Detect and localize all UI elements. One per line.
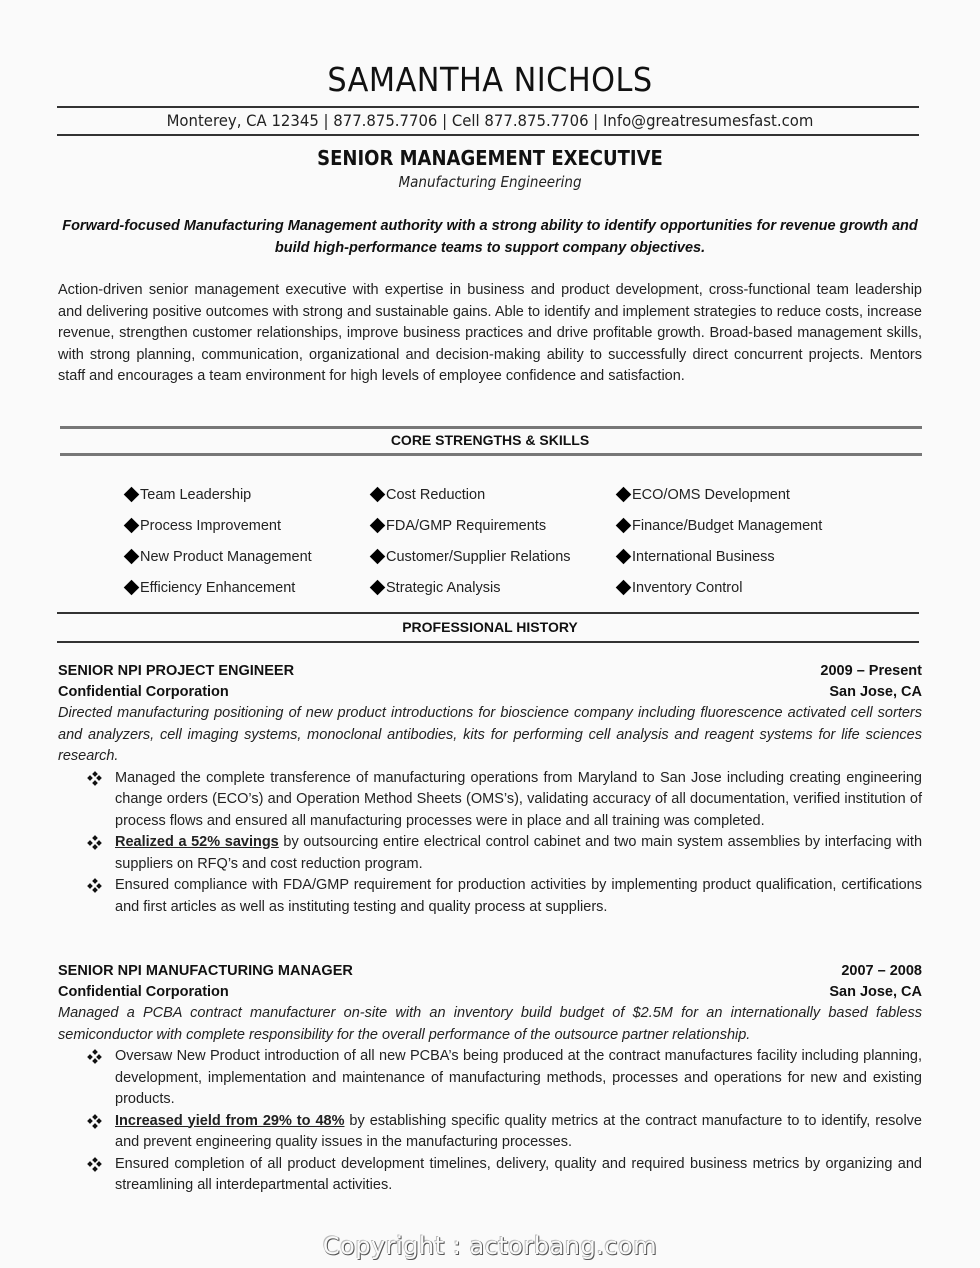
achievement-item — [58, 1154, 922, 1197]
achievement-text: by establishing specific quality metrics at the contract manufacture to to identify, resolve and prevent engineering quality issues in the manufacturing processes. — [115, 1112, 922, 1150]
skill-item: Customer/Supplier Relations — [369, 541, 571, 572]
skill-item: Finance/Budget Management — [615, 510, 822, 541]
diamond-bullet-icon — [616, 580, 632, 596]
skill-item: Team Leadership — [123, 479, 312, 510]
history-section-title: PROFESSIONAL HISTORY — [402, 619, 578, 635]
achievement-item — [58, 832, 922, 875]
diamond-bullet-icon — [616, 518, 632, 534]
job-description: Managed a PCBA contract manufacturer on-site with an inventory build budget of $2.5M for an internationally based fabless semiconductor with complete responsibility for the overall performance of the outsource partner relationship. — [58, 1005, 922, 1043]
job-dates: 2007 – 2008 — [841, 963, 922, 979]
diamond-bullet-icon — [370, 580, 386, 596]
job-title: SENIOR NPI MANUFACTURING MANAGER — [58, 963, 353, 979]
job-location: San Jose, CA — [829, 984, 922, 1000]
professional-subheadline: Manufacturing Engineering — [398, 173, 582, 191]
job-title-row — [58, 961, 922, 982]
contact-info: Monterey, CA 12345 | 877.875.7706 | Cell 877.875.7706 | Info@greatresumesfast.com — [166, 111, 814, 130]
skill-item: FDA/GMP Requirements — [369, 510, 571, 541]
history-top-rule — [57, 612, 919, 614]
skills-column-2 — [369, 479, 571, 603]
achievement-item — [58, 1046, 922, 1111]
job-entry — [58, 661, 922, 918]
job-title: SENIOR NPI PROJECT ENGINEER — [58, 663, 295, 679]
header-top-rule — [57, 106, 919, 108]
professional-headline: SENIOR MANAGEMENT EXECUTIVE — [317, 146, 663, 170]
diamond-bullet-icon — [124, 549, 140, 565]
job-description: Directed manufacturing positioning of new product introductions for bioscience company including fluorescence activated cell sorters and analyzers, cell imaging systems, monoclonal antibodies, kits for performing cell analysis and reagent systems for life sciences research. — [58, 705, 922, 764]
achievement-item — [58, 1111, 922, 1154]
achievement-text: Ensured compliance with FDA/GMP requirement for production activities by implementing product qualification, certifications and first articles as well as instituting testing and quality process at suppliers. — [115, 877, 922, 915]
skills-section-title: CORE STRENGTHS & SKILLS — [390, 432, 590, 448]
diamond-bullet-icon — [124, 518, 140, 534]
achievement-text: Managed the complete transference of manufacturing operations from Maryland to San Jose including creating engineering change orders (ECO’s) and Operation Method Sheets (OMS’s), validating accuracy of all documentation, verified institution of process flows and ensured all manufacturing processes were in place and all training was completed. — [115, 769, 922, 829]
tagline: Forward-focused Manufacturing Management authority with a strong ability to identify opportunities for revenue growth and build high-performance teams to support company objectives. — [62, 218, 918, 256]
diamond-bullet-icon — [370, 487, 386, 503]
diamond-bullet-icon — [370, 518, 386, 534]
diamond-bullet-icon — [124, 580, 140, 596]
skill-item: New Product Management — [123, 541, 312, 572]
diamond-bullet-icon — [616, 487, 632, 503]
job-entry — [58, 961, 922, 1197]
achievement-highlight: Realized a 52% savings — [115, 834, 279, 850]
job-achievements — [58, 1046, 922, 1197]
four-diamond-bullet-icon — [88, 879, 101, 892]
four-diamond-bullet-icon — [88, 1050, 101, 1063]
skills-bottom-rule — [60, 453, 922, 456]
achievement-text: Oversaw New Product introduction of all new PCBA’s being produced at the contract manufactures facility including planning, development, implementation and maintenance of manufacturing methods, processes and operations for new and existing products. — [115, 1048, 922, 1107]
copyright-watermark: Copyright : actorbang.com — [322, 1232, 658, 1260]
four-diamond-bullet-icon — [88, 772, 101, 785]
skills-column-3 — [615, 479, 822, 603]
achievement-highlight: Increased yield from 29% to 48% — [115, 1112, 345, 1129]
skill-item: International Business — [615, 541, 822, 572]
skill-item: Inventory Control — [615, 572, 822, 603]
header-bottom-rule — [57, 134, 919, 136]
achievement-text: Ensured completion of all product development timelines, delivery, quality and required business metrics by organizing and streamlining all interdepartmental activities. — [115, 1155, 922, 1193]
four-diamond-bullet-icon — [88, 1115, 101, 1128]
achievement-item — [58, 875, 922, 918]
history-bottom-rule — [57, 641, 919, 643]
job-title-row — [58, 661, 922, 682]
four-diamond-bullet-icon — [88, 836, 101, 849]
skill-item: Process Improvement — [123, 510, 312, 541]
candidate-name: SAMANTHA NICHOLS — [327, 60, 653, 99]
job-location: San Jose, CA — [829, 684, 922, 700]
diamond-bullet-icon — [370, 549, 386, 565]
skill-item: Cost Reduction — [369, 479, 571, 510]
job-company: Confidential Corporation — [58, 684, 229, 700]
four-diamond-bullet-icon — [88, 1158, 101, 1171]
job-company-row — [58, 982, 922, 1003]
achievement-text: by outsourcing entire electrical control cabinet and two main system assemblies by interfacing with suppliers on RFQ’s and cost reduction program. — [115, 834, 923, 872]
skills-top-rule — [60, 426, 922, 429]
job-company: Confidential Corporation — [58, 984, 229, 1000]
achievement-item — [58, 768, 922, 833]
diamond-bullet-icon — [616, 549, 632, 565]
skill-item: ECO/OMS Development — [615, 479, 822, 510]
skills-column-1 — [123, 479, 312, 603]
skill-item: Efficiency Enhancement — [123, 572, 312, 603]
job-achievements — [58, 768, 922, 919]
job-dates: 2009 – Present — [820, 663, 922, 679]
diamond-bullet-icon — [124, 487, 140, 503]
skill-item: Strategic Analysis — [369, 572, 571, 603]
job-company-row — [58, 682, 922, 703]
summary-paragraph: Action-driven senior management executive with expertise in business and product development, cross-functional team leadership and delivering positive outcomes with strong and sustainable gains. Able to identify and implement strategies to reduce costs, increase revenue, strengthen customer relationships, improve business practices and drive profitable growth. Broad-based management skills, with strong planning, communication, organizational and decision-making ability to successfully direct concurrent projects. Mentors staff and encourages a team environment for high levels of employee confidence and satisfaction. — [58, 282, 922, 384]
